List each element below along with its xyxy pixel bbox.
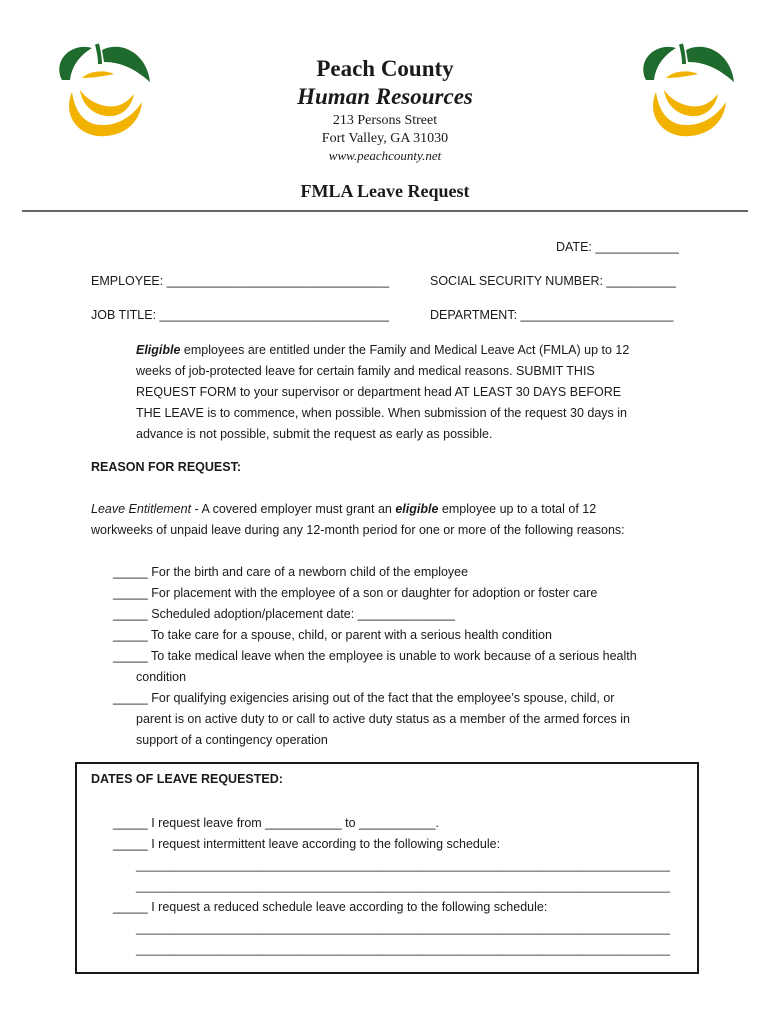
entitlement-text-2: employee up to a total of 12 (438, 502, 597, 516)
reason-medical-cont: condition (136, 670, 187, 684)
reason-exigency-cont-2: support of a contingency operation (136, 733, 328, 747)
reason-option-adoption-date[interactable]: _____ Scheduled adoption/placement date: ______________ (113, 607, 455, 621)
header-divider (22, 210, 748, 212)
intermittent-schedule-line-1[interactable]: ________________________________________________________________________________ (136, 858, 670, 872)
entitlement-line-2: workweeks of unpaid leave during any 12-month period for one or more of the following reasons: (91, 523, 625, 537)
reason-option-birth[interactable]: _____ For the birth and care of a newborn child of the employee (113, 565, 469, 579)
intro-paragraph (136, 340, 636, 445)
dept-name: Human Resources (297, 84, 473, 109)
intro-text: employees are entitled under the Family and Medical Leave Act (FMLA) up to 12 weeks of job-protected leave for certain family and medical reasons. SUBMIT THIS REQUEST FORM to your supervisor or department head AT LEAST 30 DAYS BEFORE THE LEAVE is to commence, when possible. When submission of the request 30 days in advance is not possible, submit the request as early as possible. (136, 343, 630, 441)
department-field[interactable]: DEPARTMENT: ______________________ (430, 308, 674, 322)
reason-option-placement[interactable]: _____ For placement with the employee of a son or daughter for adoption or foster care (113, 586, 598, 600)
intermittent-schedule-line-2[interactable]: ________________________________________________________________________________ (136, 879, 670, 893)
leave-from-to-field[interactable]: _____ I request leave from ___________ to ___________. (113, 816, 439, 830)
date-field[interactable]: DATE: ____________ (556, 240, 679, 254)
org-name: Peach County (316, 56, 454, 81)
reduced-schedule-option[interactable]: _____ I request a reduced schedule leave according to the following schedule: (113, 900, 548, 914)
ssn-field[interactable]: SOCIAL SECURITY NUMBER: __________ (430, 274, 676, 288)
eligible-emphasis: Eligible (136, 343, 181, 357)
website-link[interactable]: www.peachcounty.net (328, 148, 442, 163)
reason-option-medical[interactable]: _____ To take medical leave when the employee is unable to work because of a serious health (113, 649, 637, 663)
reason-option-exigency[interactable]: _____ For qualifying exigencies arising out of the fact that the employee’s spouse, child, or (113, 691, 615, 705)
reduced-schedule-line-1[interactable]: ________________________________________________________________________________ (136, 921, 670, 935)
eligible-emphasis-2: eligible (395, 502, 439, 516)
job-title-field[interactable]: JOB TITLE: _________________________________ (91, 308, 389, 322)
reduced-schedule-line-2[interactable]: ________________________________________________________________________________ (136, 942, 670, 956)
reason-exigency-cont-1: parent is on active duty to or call to active duty status as a member of the armed forces in (136, 712, 630, 726)
entitlement-label: Leave Entitlement (91, 502, 192, 516)
address-street: 213 Persons Street (332, 113, 438, 128)
reason-heading: REASON FOR REQUEST: (91, 460, 242, 474)
form-title: FMLA Leave Request (300, 181, 470, 201)
entitlement-line-1 (91, 499, 596, 520)
reason-option-family-care[interactable]: _____ To take care for a spouse, child, or parent with a serious health condition (113, 628, 552, 642)
employee-field[interactable]: EMPLOYEE: ________________________________ (91, 274, 390, 288)
entitlement-text-1: - A covered employer must grant an (191, 502, 396, 516)
address-city: Fort Valley, GA 31030 (321, 131, 449, 146)
intermittent-leave-option[interactable]: _____ I request intermittent leave according to the following schedule: (113, 837, 501, 851)
dates-heading: DATES OF LEAVE REQUESTED: (91, 772, 283, 786)
